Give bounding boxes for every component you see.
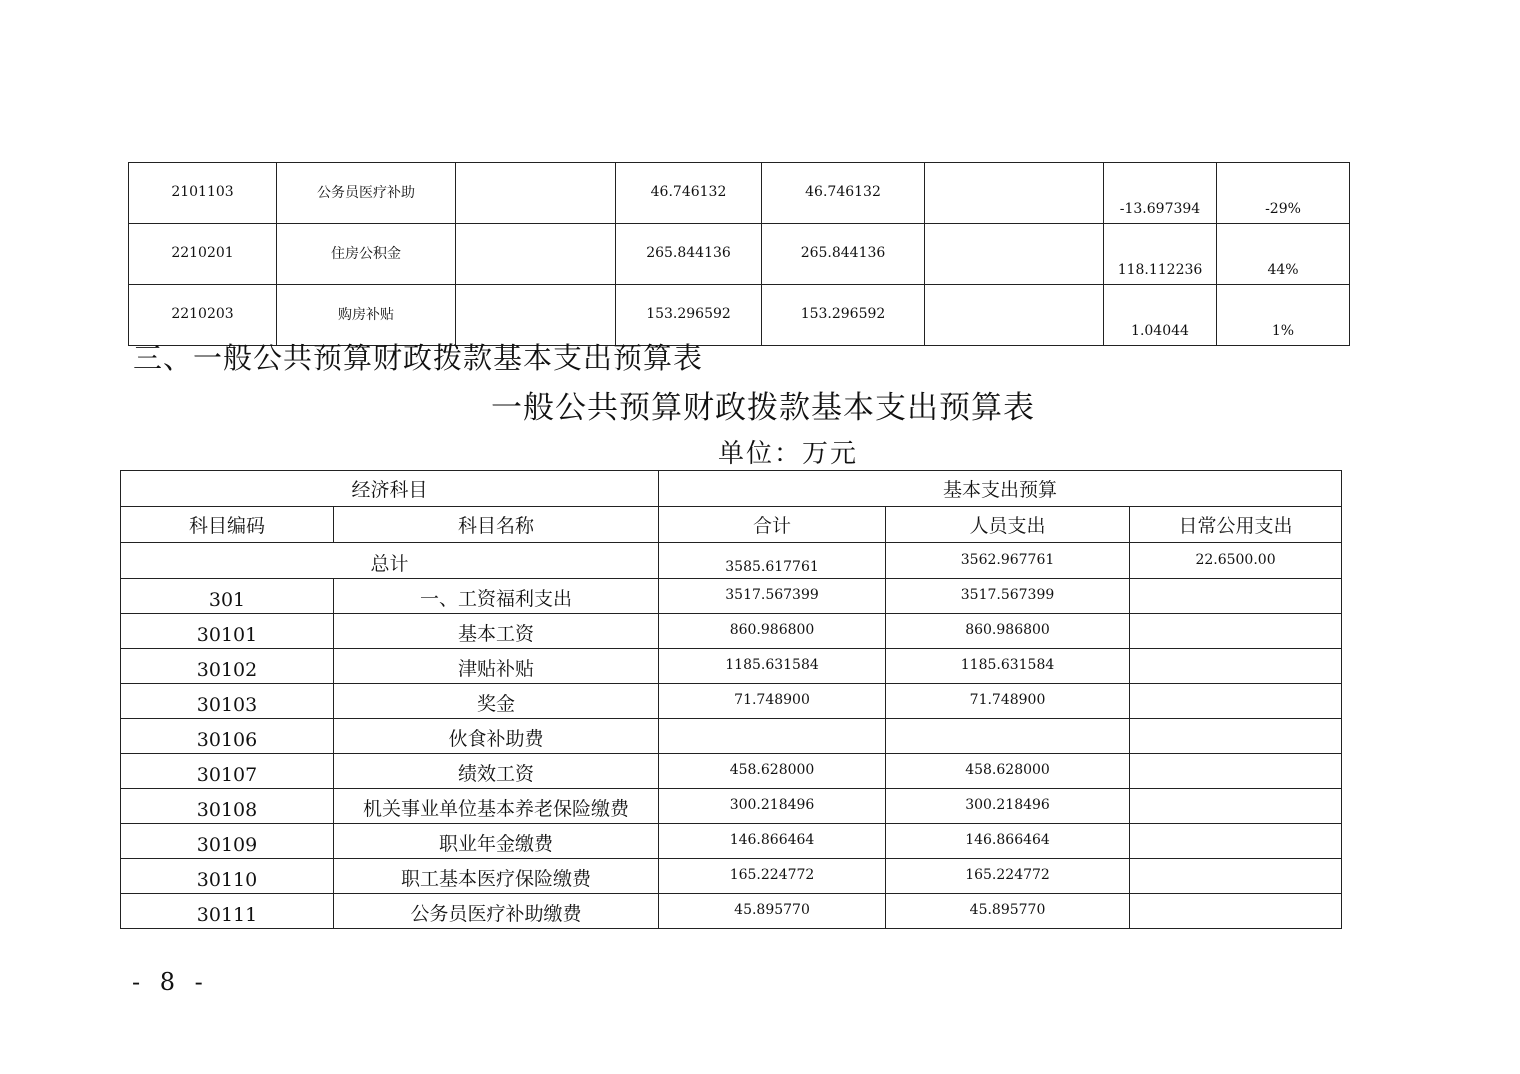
col-header-total: 合计 (659, 507, 886, 543)
table-row (121, 789, 1342, 824)
row-code: 30108 (121, 789, 334, 824)
row-amount-2: 153.296592 (762, 285, 925, 346)
row-public (1130, 719, 1342, 754)
total-personnel: 3562.967761 (886, 543, 1130, 579)
row-code: 30106 (121, 719, 334, 754)
row-code: 30107 (121, 754, 334, 789)
row-name: 公务员医疗补助缴费 (334, 894, 659, 929)
row-amount-2: 46.746132 (762, 163, 925, 224)
col-header-name: 科目名称 (334, 507, 659, 543)
group-header-economic: 经济科目 (121, 471, 659, 507)
row-personnel: 165.224772 (886, 859, 1130, 894)
column-header-row (121, 507, 1342, 543)
row-name: 基本工资 (334, 614, 659, 649)
row-name: 奖金 (334, 684, 659, 719)
row-name: 职业年金缴费 (334, 824, 659, 859)
page-number: - 8 - (132, 968, 209, 996)
row-name: 职工基本医疗保险缴费 (334, 859, 659, 894)
row-personnel (886, 719, 1130, 754)
total-public: 22.6500.00 (1130, 543, 1342, 579)
row-code: 30110 (121, 859, 334, 894)
row-code: 30101 (121, 614, 334, 649)
table-row (121, 719, 1342, 754)
row-total: 3517.567399 (659, 579, 886, 614)
row-public (1130, 894, 1342, 929)
table-title: 一般公共预算财政拨款基本支出预算表 (491, 390, 1035, 426)
row-code: 2101103 (129, 163, 277, 224)
row-public (1130, 649, 1342, 684)
row-public (1130, 859, 1342, 894)
row-amount: 46.746132 (616, 163, 762, 224)
row-change-pct: 44% (1217, 224, 1350, 285)
table-row (121, 649, 1342, 684)
row-total: 1185.631584 (659, 649, 886, 684)
row-total (659, 719, 886, 754)
row-total: 45.895770 (659, 894, 886, 929)
row-public (1130, 579, 1342, 614)
row-change-pct: 1% (1217, 285, 1350, 346)
row-name: 一、工资福利支出 (334, 579, 659, 614)
row-name: 购房补贴 (277, 285, 456, 346)
row-name: 住房公积金 (277, 224, 456, 285)
row-total: 300.218496 (659, 789, 886, 824)
row-code: 30109 (121, 824, 334, 859)
row-code: 30103 (121, 684, 334, 719)
row-cell (925, 224, 1104, 285)
row-name: 津贴补贴 (334, 649, 659, 684)
col-header-personnel: 人员支出 (886, 507, 1130, 543)
unit-label: 单位：万元 (718, 439, 859, 469)
total-label: 总计 (121, 543, 659, 579)
row-public (1130, 754, 1342, 789)
row-total: 146.866464 (659, 824, 886, 859)
row-total: 458.628000 (659, 754, 886, 789)
row-cell (456, 224, 616, 285)
table-row (121, 579, 1342, 614)
row-public (1130, 684, 1342, 719)
row-personnel: 1185.631584 (886, 649, 1130, 684)
table-row (121, 824, 1342, 859)
row-public (1130, 789, 1342, 824)
row-amount: 153.296592 (616, 285, 762, 346)
row-code: 301 (121, 579, 334, 614)
row-total: 165.224772 (659, 859, 886, 894)
row-personnel: 146.866464 (886, 824, 1130, 859)
section-heading: 三、一般公共预算财政拨款基本支出预算表 (133, 341, 704, 375)
table-row (121, 859, 1342, 894)
table-row (121, 684, 1342, 719)
row-change: -13.697394 (1104, 163, 1217, 224)
row-personnel: 300.218496 (886, 789, 1130, 824)
row-code: 30102 (121, 649, 334, 684)
row-personnel: 860.986800 (886, 614, 1130, 649)
total-row (121, 543, 1342, 579)
total-amount: 3585.617761 (659, 543, 886, 579)
row-name: 公务员医疗补助 (277, 163, 456, 224)
row-cell (456, 163, 616, 224)
row-public (1130, 824, 1342, 859)
row-name: 机关事业单位基本养老保险缴费 (334, 789, 659, 824)
row-change: 118.112236 (1104, 224, 1217, 285)
row-personnel: 45.895770 (886, 894, 1130, 929)
row-code: 2210201 (129, 224, 277, 285)
row-change: 1.04044 (1104, 285, 1217, 346)
row-code: 2210203 (129, 285, 277, 346)
table-row (121, 614, 1342, 649)
row-cell (925, 163, 1104, 224)
basic-expenditure-table (120, 470, 1342, 929)
table-row (129, 163, 1350, 224)
table-row (129, 224, 1350, 285)
table-row (121, 894, 1342, 929)
row-personnel: 458.628000 (886, 754, 1130, 789)
row-total: 860.986800 (659, 614, 886, 649)
row-personnel: 3517.567399 (886, 579, 1130, 614)
row-code: 30111 (121, 894, 334, 929)
row-name: 绩效工资 (334, 754, 659, 789)
table-row (121, 754, 1342, 789)
group-header-row (121, 471, 1342, 507)
row-amount: 265.844136 (616, 224, 762, 285)
row-change-pct: -29% (1217, 163, 1350, 224)
row-cell (925, 285, 1104, 346)
row-personnel: 71.748900 (886, 684, 1130, 719)
col-header-code: 科目编码 (121, 507, 334, 543)
col-header-public: 日常公用支出 (1130, 507, 1342, 543)
row-amount-2: 265.844136 (762, 224, 925, 285)
row-public (1130, 614, 1342, 649)
row-total: 71.748900 (659, 684, 886, 719)
row-name: 伙食补助费 (334, 719, 659, 754)
top-continuation-table (128, 162, 1350, 346)
group-header-basic: 基本支出预算 (659, 471, 1342, 507)
